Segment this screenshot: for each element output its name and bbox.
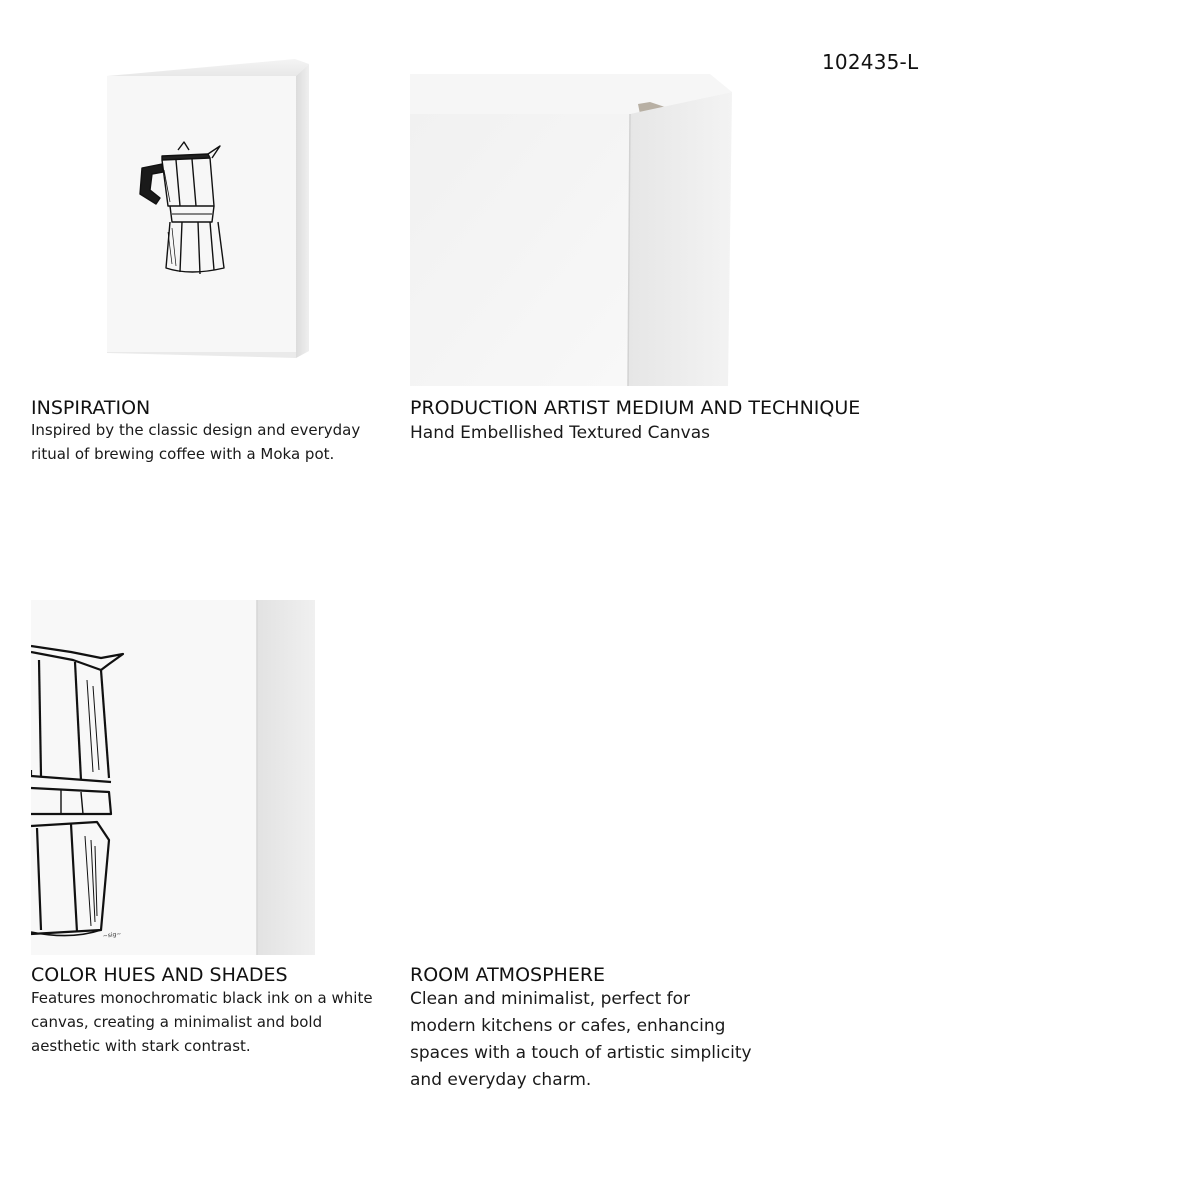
room-line: modern kitchens or cafes, enhancing (410, 1016, 726, 1036)
room-line: spaces with a touch of artistic simplicity (410, 1043, 752, 1063)
artist-signature: ~sig~ (102, 930, 122, 940)
room-line: Clean and minimalist, perfect for (410, 989, 691, 1009)
inspiration-line: Inspired by the classic design and everyday (31, 421, 361, 439)
color-line: Features monochromatic black ink on a white (31, 989, 373, 1007)
room-description (410, 986, 752, 1094)
inspiration-description (31, 418, 360, 466)
room-line: and everyday charm. (410, 1070, 592, 1090)
product-sku: 102435-L (822, 50, 919, 74)
inspiration-line: ritual of brewing coffee with a Moka pot. (31, 445, 335, 463)
color-line: aesthetic with stark contrast. (31, 1037, 251, 1055)
production-description (410, 420, 710, 447)
color-line: canvas, creating a minimalist and bold (31, 1013, 323, 1031)
canvas-front-photo (100, 52, 320, 368)
sketch-closeup-photo (31, 600, 315, 955)
production-heading: PRODUCTION ARTIST MEDIUM AND TECHNIQUE (410, 397, 861, 419)
color-heading: COLOR HUES AND SHADES (31, 964, 288, 986)
color-description (31, 986, 373, 1058)
inspiration-heading: INSPIRATION (31, 397, 151, 419)
production-line: Hand Embellished Textured Canvas (410, 423, 710, 443)
room-heading: ROOM ATMOSPHERE (410, 964, 606, 986)
canvas-corner-photo (410, 74, 734, 386)
